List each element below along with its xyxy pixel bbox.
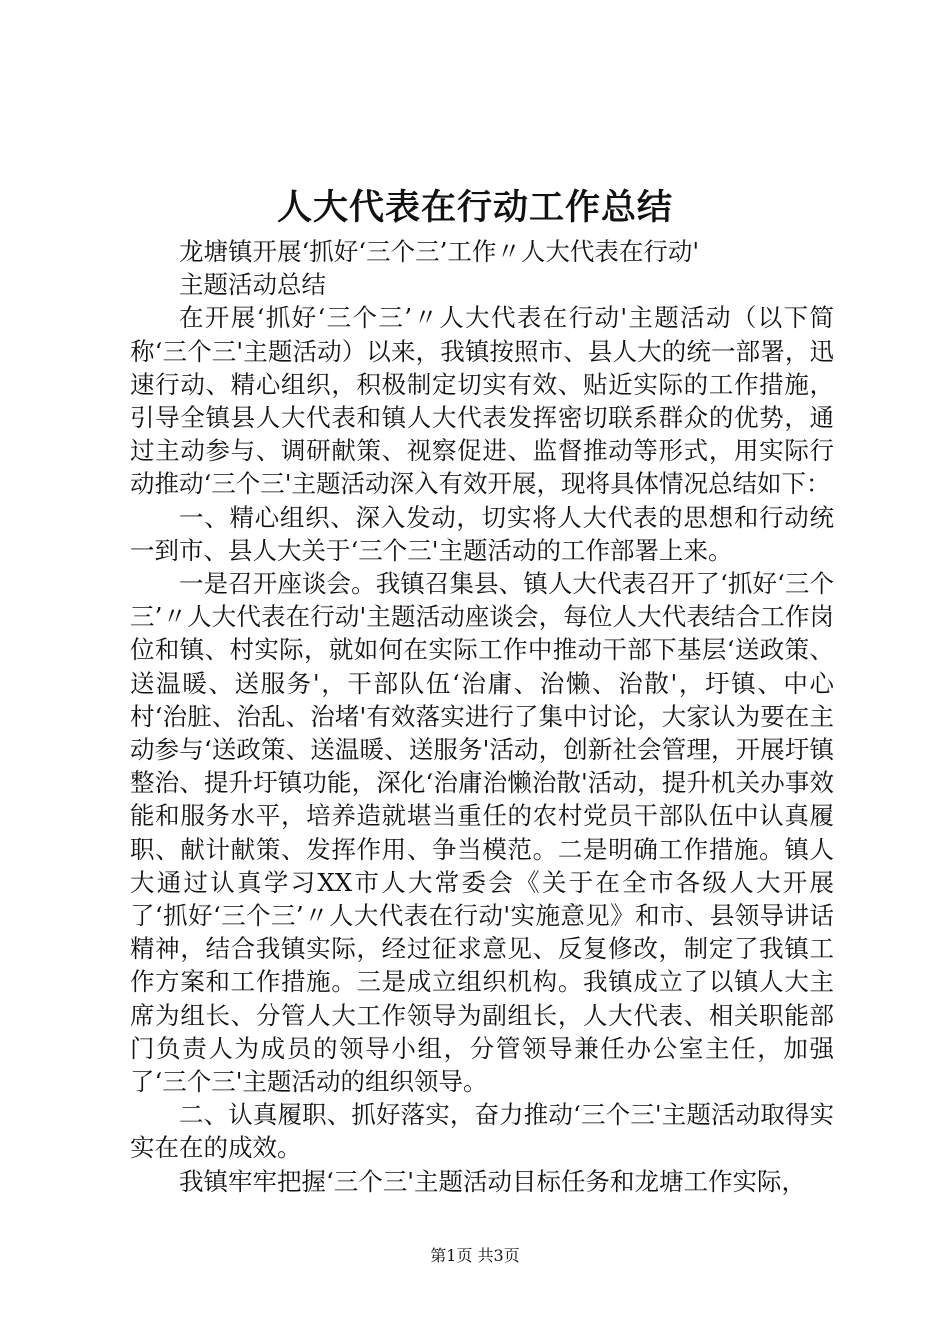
section-two-heading: 二、认真履职、抓好落实，奋力推动‘三个三'主题活动取得实实在在的成效。 (130, 1100, 834, 1163)
document-title: 人大代表在行动工作总结 (276, 187, 673, 228)
subtitle-line-2: 主题活动总结 (179, 270, 326, 300)
document-body (130, 235, 834, 1198)
subtitle-line-1: 龙塘镇开展‘抓好‘三个三’工作〃人大代表在行动' (179, 237, 700, 266)
section-two-paragraph: 我镇牢牢把握‘三个三'主题活动目标任务和龙塘工作实际， (179, 1166, 807, 1196)
section-one-paragraph: 一是召开座谈会。我镇召集县、镇人大代表召开了‘抓好‘三个三’〃人大代表在行动'主题活动座谈会，每位人大代表结合工作岗位和镇、村实际，就如何在实际工作中推动干部下基层‘送政策、送温暖、送服务'，干部队伍‘治庸、治懒、治散'，圩镇、中心村‘治脏、治乱、治堵'有效落实进行了集中讨论，大家认为要在主动参与‘送政策、送温暖、送服务'活动，创新社会管理，开展圩镇整治、提升圩镇功能，深化‘治庸治懒治散'活动，提升机关办事效能和服务水平，培养造就堪当重任的农村党员干部队伍中认真履职、献计献策、发挥作用、争当模范。二是明确工作措施。镇人大通过认真学习XX市人大常委会《关于在全市各级人大开展了‘抓好‘三个三’〃人大代表在行动'实施意见》和市、县领导讲话精神，结合我镇实际，经过征求意见、反复修改，制定了我镇工作方案和工作措施。三是成立组织机构。我镇成立了以镇人大主席为组长、分管人大工作领导为副组长，人大代表、相关职能部门负责人为成员的领导小组，分管领导兼任办公室主任，加强了‘三个三'主题活动的组织领导。 (130, 569, 834, 1097)
page-footer: 第1页 共3页 (430, 1246, 520, 1265)
section-one-heading: 一、精心组织、深入发动，切实将人大代表的思想和行动统一到市、县人大关于‘三个三'主题活动的工作部署上来。 (130, 502, 834, 565)
intro-paragraph: 在开展‘抓好‘三个三’〃人大代表在行动'主题活动（以下简称‘三个三'主题活动）以来，我镇按照市、县人大的统一部署，迅速行动、精心组织，积极制定切实有效、贴近实际的工作措施，引导全镇县人大代表和镇人大代表发挥密切联系群众的优势，通过主动参与、调研献策、视察促进、监督推动等形式，用实际行动推动‘三个三'主题活动深入有效开展，现将具体情况总结如下： (130, 303, 834, 499)
